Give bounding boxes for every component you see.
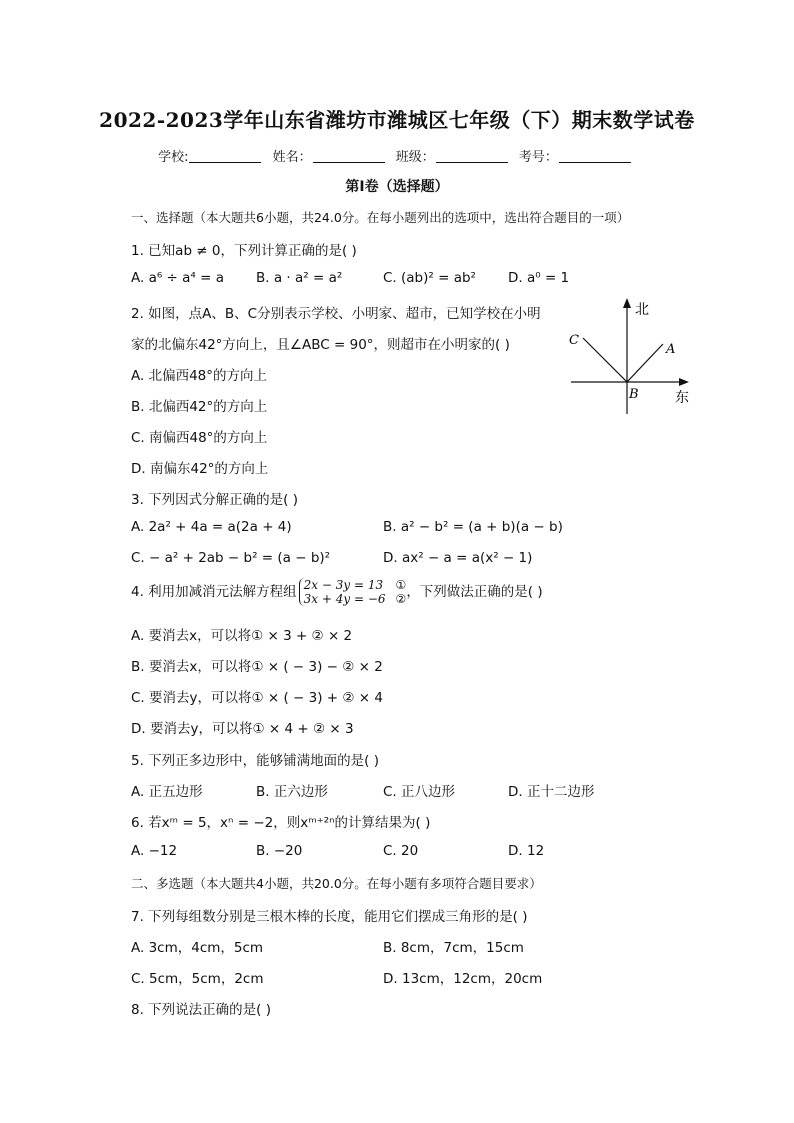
q2-stem-line1: 2. 如图，点A、B、C分别表示学校、小明家、超市，已知学校在小明 (131, 306, 541, 322)
section-2-heading: 二、多选题（本大题共4小题，共20.0分。在每小题有多项符合题目要求） (131, 876, 542, 891)
equation-2: 3x + 4y = −6 (303, 592, 386, 606)
equation-1: 2x − 3y = 13 (303, 578, 384, 592)
q5-option-b: B. 正六边形 (256, 784, 328, 800)
q1-option-c: C. (ab)² = ab² (383, 270, 476, 286)
school-blank[interactable] (189, 150, 261, 163)
q1-stem: 1. 已知ab ≠ 0，下列计算正确的是( ) (131, 243, 357, 259)
ray-bc (583, 338, 627, 382)
q3-option-b: B. a² − b² = (a + b)(a − b) (383, 519, 563, 535)
direction-diagram (565, 296, 695, 416)
equation-markers (396, 578, 407, 606)
marker-2: ② (395, 592, 407, 606)
q4-option-a: A. 要消去x，可以将① × 3 + ② × 2 (131, 628, 353, 644)
marker-1: ① (395, 578, 407, 592)
q7-stem: 7. 下列每组数分别是三根木棒的长度，能用它们摆成三角形的是( ) (131, 909, 528, 925)
class-label: 班级： (395, 150, 435, 165)
q3-stem: 3. 下列因式分解正确的是( ) (131, 492, 298, 508)
north-label: 北 (635, 302, 649, 318)
name-blank[interactable] (313, 150, 385, 163)
q2-option-b: B. 北偏西42°的方向上 (131, 399, 268, 415)
q1-option-b: B. a · a² = a² (256, 270, 343, 286)
q5-stem: 5. 下列正多边形中，能够铺满地面的是( ) (131, 753, 379, 769)
q7-option-c: C. 5cm，5cm，2cm (131, 971, 264, 987)
q4-option-b: B. 要消去x，可以将① × ( − 3) − ② × 2 (131, 659, 383, 675)
exam-title: 2022-2023学年山东省潍坊市潍城区七年级（下）期末数学试卷 (99, 108, 695, 132)
q7-option-a: A. 3cm，4cm，5cm (131, 940, 264, 956)
q7-option-b: B. 8cm，7cm，15cm (383, 940, 524, 956)
q4-option-d: D. 要消去y，可以将① × 4 + ② × 3 (131, 721, 354, 737)
north-arrow-icon (623, 298, 631, 308)
q1-option-a: A. a⁶ ÷ a⁴ = a (131, 270, 225, 286)
east-arrow-icon (679, 378, 689, 386)
q4-stem-post: ，下列做法正确的是( ) (406, 584, 543, 600)
q4-stem (131, 578, 543, 606)
q6-option-d: D. 12 (508, 843, 545, 859)
section-1-heading: 一、选择题（本大题共6小题，共24.0分。在每小题列出的选项中，选出符合题目的一项） (131, 210, 630, 225)
equation-system (299, 578, 386, 606)
q4-stem-pre: 4. 利用加减消元法解方程组 (131, 584, 297, 600)
q2-option-a: A. 北偏西48°的方向上 (131, 368, 268, 384)
east-label: 东 (675, 390, 689, 406)
q3-option-a: A. 2a² + 4a = a(2a + 4) (131, 519, 292, 535)
q2-option-d: D. 南偏东42°的方向上 (131, 461, 269, 477)
point-c-label: C (569, 333, 579, 348)
volume-heading: 第I卷（选择题） (345, 179, 449, 195)
school-label: 学校: (158, 150, 189, 165)
point-b-label: B (629, 387, 639, 402)
q3-option-d: D. ax² − a = a(x² − 1) (383, 550, 533, 566)
point-a-label: A (666, 342, 676, 357)
q6-stem: 6. 若xᵐ = 5，xⁿ = −2，则xᵐ⁺²ⁿ的计算结果为( ) (131, 815, 431, 831)
class-blank[interactable] (436, 150, 508, 163)
q5-option-d: D. 正十二边形 (508, 784, 595, 800)
exam-no-blank[interactable] (559, 150, 631, 163)
q7-option-d: D. 13cm，12cm，20cm (383, 971, 543, 987)
student-info-row (0, 146, 794, 165)
exam-no-label: 考号： (518, 150, 558, 165)
name-label: 姓名： (272, 150, 312, 165)
q2-stem-line2: 家的北偏东42°方向上，且∠ABC = 90°，则超市在小明家的( ) (131, 337, 510, 353)
q8-stem: 8. 下列说法正确的是( ) (131, 1002, 271, 1018)
q3-option-c: C. − a² + 2ab − b² = (a − b)² (131, 550, 331, 566)
q2-option-c: C. 南偏西48°的方向上 (131, 430, 268, 446)
q5-option-c: C. 正八边形 (383, 784, 456, 800)
q5-option-a: A. 正五边形 (131, 784, 203, 800)
q1-option-d: D. a⁰ = 1 (508, 270, 570, 286)
ray-ba (627, 344, 663, 382)
q4-option-c: C. 要消去y，可以将① × ( − 3) + ② × 4 (131, 690, 383, 706)
q6-option-c: C. 20 (383, 843, 419, 859)
q6-option-a: A. −12 (131, 843, 178, 859)
q6-option-b: B. −20 (256, 843, 303, 859)
